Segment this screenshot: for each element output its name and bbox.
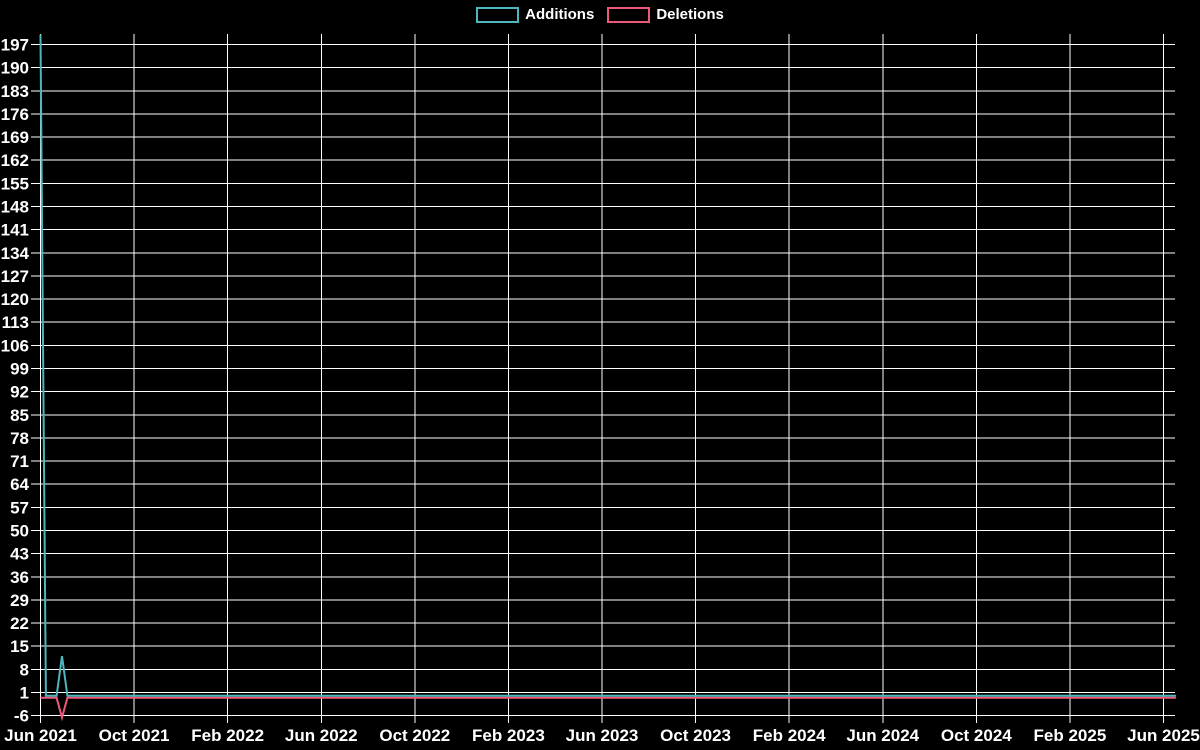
deletions-line — [41, 698, 1176, 718]
x-tick-label: Feb 2024 — [752, 726, 826, 745]
y-tick-label: 50 — [10, 521, 29, 541]
y-tick-label: 43 — [10, 544, 29, 564]
y-tick-label: 141 — [0, 220, 29, 240]
y-tick-label: 106 — [0, 336, 29, 356]
y-tick-label: 85 — [10, 405, 29, 425]
chart-legend — [0, 6, 1200, 24]
additions-swatch-icon — [476, 7, 519, 23]
y-tick-label: 99 — [10, 359, 29, 379]
y-tick-label: 127 — [0, 266, 29, 286]
y-tick-label: 162 — [0, 151, 29, 171]
x-tick-label: Oct 2021 — [98, 726, 170, 745]
y-tick-label: 15 — [10, 637, 29, 657]
y-tick-label: 22 — [10, 614, 29, 634]
x-tick-label: Oct 2023 — [660, 726, 732, 745]
x-tick-label: Feb 2025 — [1033, 726, 1107, 745]
y-tick-label: 120 — [0, 290, 29, 310]
x-tick-label: Feb 2022 — [191, 726, 265, 745]
x-tick-label: Oct 2024 — [940, 726, 1012, 745]
y-tick-label: 197 — [0, 35, 29, 55]
x-tick-labels — [4, 726, 1200, 745]
y-tick-label: 64 — [10, 475, 29, 495]
y-tick-label: 71 — [10, 452, 29, 472]
y-tick-label: 113 — [1, 313, 29, 333]
y-tick-label: 36 — [10, 567, 29, 587]
y-tick-label: 155 — [0, 174, 29, 194]
deletions-swatch-icon — [607, 7, 650, 23]
y-tick-label: 190 — [0, 58, 29, 78]
y-tick-label: 176 — [0, 104, 29, 124]
y-tick-labels — [1, 36, 30, 726]
additions-line — [41, 35, 1176, 696]
x-tick-label: Jun 2025 — [1127, 726, 1200, 745]
x-tick-label: Jun 2024 — [846, 726, 920, 745]
x-tick-label: Oct 2022 — [379, 726, 451, 745]
y-tick-label: 57 — [10, 498, 29, 518]
y-tick-label: 1 — [19, 683, 29, 703]
y-tick-label: 8 — [19, 660, 29, 680]
x-tick-label: Feb 2023 — [472, 726, 545, 745]
legend-item-deletions — [607, 6, 724, 24]
y-gridlines — [31, 45, 1175, 716]
y-tick-label: 169 — [0, 128, 29, 148]
legend-item-additions — [476, 6, 594, 24]
y-tick-label: -6 — [13, 706, 29, 726]
y-tick-label: 78 — [10, 428, 29, 448]
y-tick-label: 183 — [0, 81, 29, 101]
x-tick-label: Jun 2021 — [4, 726, 77, 745]
y-tick-label: 148 — [0, 197, 29, 217]
x-tick-label: Jun 2022 — [284, 726, 358, 745]
y-tick-label: 29 — [10, 590, 29, 610]
y-tick-label: 92 — [10, 382, 29, 402]
legend-label-additions: Additions — [525, 6, 595, 23]
y-tick-label: 134 — [0, 243, 29, 263]
legend-label-deletions: Deletions — [656, 6, 724, 23]
x-tick-label: Jun 2023 — [565, 726, 639, 745]
